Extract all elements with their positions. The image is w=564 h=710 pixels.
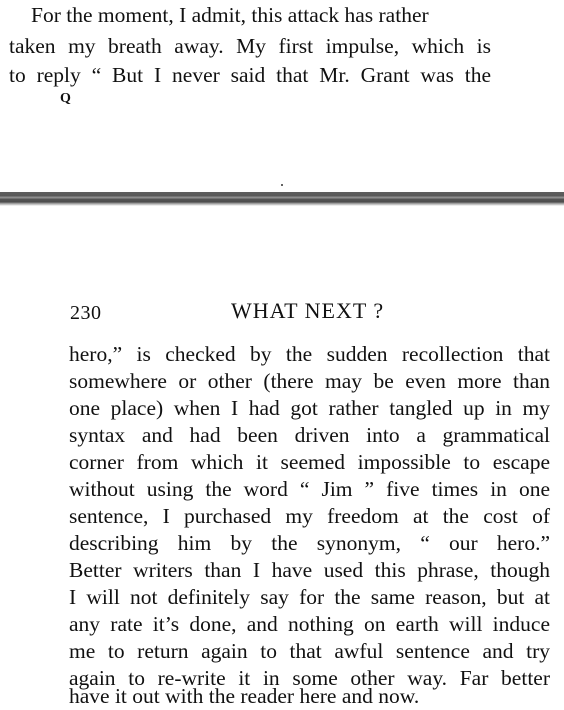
text-line: one place) when I had got rather tangled up in my xyxy=(69,396,550,420)
page-number: 230 xyxy=(70,302,102,324)
page-title: WHAT NEXT ? xyxy=(231,298,385,323)
text-line: I will not definitely say for the same reason, but at xyxy=(69,585,550,609)
specks xyxy=(281,184,283,186)
text-line: For the moment, I admit, this attack has rather xyxy=(31,3,429,27)
text-line: any rate it’s done, and nothing on earth will induce xyxy=(69,612,550,636)
text-line: syntax and had been driven into a grammatical xyxy=(69,423,550,447)
text-line: Better writers than I have used this phrase, though xyxy=(69,558,550,582)
text-line: have it out with the reader here and now. xyxy=(69,684,420,708)
text-line: describing him by the synonym, “ our hero.” xyxy=(69,531,550,555)
text-line: sentence, I purchased my freedom at the cost of xyxy=(69,504,550,528)
catchword: Q xyxy=(60,91,71,106)
text-line: hero,” is checked by the sudden recollection that xyxy=(69,342,550,366)
text-line: without using the word “ Jim ” five times in one xyxy=(69,477,550,501)
running-head xyxy=(0,298,564,326)
text-line: again to re-write it in some other way. Far better xyxy=(69,666,550,690)
text-line: taken my breath away. My first impulse, which is xyxy=(9,34,491,58)
text-line: somewhere or other (there may be even more than xyxy=(69,369,550,393)
text-line: to reply “ But I never said that Mr. Grant was the xyxy=(9,63,491,87)
text-line: me to return again to that awful sentence and try xyxy=(69,639,550,663)
text-line: corner from which it seemed impossible to escape xyxy=(69,450,550,474)
page-divider xyxy=(0,192,564,206)
